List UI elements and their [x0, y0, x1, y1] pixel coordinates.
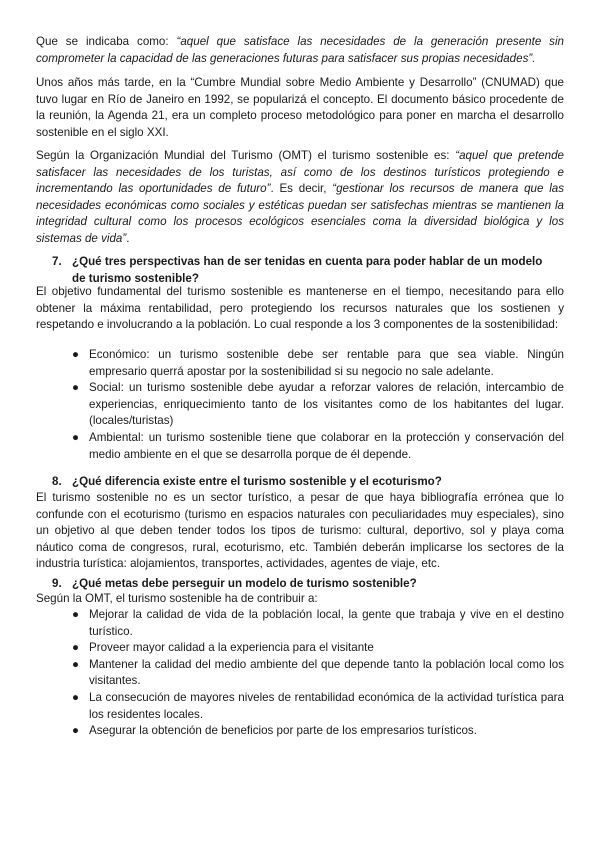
paragraph-definition — [36, 34, 564, 67]
paragraph-omt-definition — [36, 148, 564, 248]
list-item-text: Social: un turismo sostenible debe ayudar a reforzar valores de relación, intercambio de experiencias, enriquecimiento tanto de los visitantes como de los habitantes del lugar. (locales/turistas) — [89, 381, 564, 428]
section-8-number: 8. — [52, 475, 62, 488]
section-9-body: Según la OMT, el turismo sostenible ha de contribuir a: — [36, 592, 318, 605]
section-7-body: El objetivo fundamental del turismo sostenible es mantenerse en el tiempo, necesitando para ello obtener la máxima rentabilidad, pero protegiendo los recursos naturales que los sostienen y respetando e involucrando a la población. Lo cual responde a los 3 componentes de la sostenibilidad: — [36, 285, 564, 332]
paragraph-omt-mid: . Es decir, — [270, 182, 333, 196]
paragraph-omt-lead: Según la Organización Mundial del Turismo (OMT) el turismo sostenible es: — [36, 149, 456, 162]
list-item-text: Mantener la calidad del medio ambiente del que depende tanto la población local como los visitantes. — [89, 657, 564, 688]
bullet-icon: ● — [72, 430, 80, 444]
section-7-number: 7. — [52, 255, 62, 268]
paragraph-definition-lead: Que se indicaba como: — [36, 35, 177, 48]
bullet-icon: ● — [72, 608, 80, 621]
section-7-heading — [52, 254, 564, 287]
list-item-text: La consecución de mayores niveles de rentabilidad económica de la actividad turística para los residentes locales. — [89, 690, 564, 721]
list-item — [72, 430, 564, 463]
list-item-text: Asegurar la obtención de beneficios por parte de los empresarios turísticos. — [89, 724, 477, 738]
section-7-bullet-list — [72, 347, 564, 463]
paragraph-cnumad: Unos años más tarde, en la “Cumbre Mundial sobre Medio Ambiente y Desarrollo” (CNUMAD) que tuvo lugar en Río de Janeiro en 1992, se popularizá el concepto. El documento básico procedente de la reunión, la Agenda 21, era un completo proceso metodológico para poner en marcha el desarrollo sostenible en el siglo XXI. — [36, 76, 564, 139]
list-item — [72, 657, 564, 690]
list-item — [72, 690, 564, 723]
list-item-text: Ambiental: un turismo sostenible tiene que colaborar en la protección y conservación del medio ambiente en el que se desarrolla porque de él depende. — [89, 430, 564, 461]
list-item — [72, 723, 564, 740]
bullet-icon: ● — [72, 381, 80, 395]
list-item — [72, 640, 564, 657]
paragraph-definition-quote: “aquel que satisface las necesidades de la generación presente sin comprometer la capacidad de las generaciones futuras para satisfacer sus propias necesidades”. — [36, 35, 564, 65]
section-9-number: 9. — [52, 577, 62, 590]
list-item-text: Económico: un turismo sostenible debe ser rentable para que sea viable. Ningún empresario querrá apostar por la sostenibilidad si su negocio no sale adelante. — [89, 348, 564, 378]
list-item — [72, 347, 564, 380]
section-8-heading-text: ¿Qué diferencia existe entre el turismo sostenible y el ecoturismo? — [72, 475, 442, 488]
list-item — [72, 607, 564, 640]
bullet-icon: ● — [72, 348, 80, 361]
paragraph-omt-quote-1: “aquel que pretende satisfacer las necesidades de los turistas, así como de los destinos turísticos protegiendo e incrementando las oportunidades de futuro” — [36, 149, 564, 196]
list-item — [72, 380, 564, 430]
bullet-icon: ● — [72, 641, 80, 655]
bullet-icon: ● — [72, 657, 80, 671]
section-7-heading-line-1: ¿Qué tres perspectivas han de ser tenidas en cuenta para poder hablar de un modelo — [72, 255, 543, 268]
section-8-heading — [52, 474, 564, 491]
list-item-text: Mejorar la calidad de vida de la población local, la gente que trabaja y vive en el destino turístico. — [89, 608, 564, 638]
paragraph-omt-end: . — [126, 231, 130, 245]
section-9-bullet-list — [72, 607, 564, 740]
section-7-heading-line-2: de turismo sostenible? — [72, 271, 199, 285]
list-item-text: Proveer mayor calidad a la experiencia para el visitante — [89, 641, 374, 655]
bullet-icon: ● — [72, 724, 80, 738]
paragraph-omt-quote-2: “gestionar los recursos de manera que las necesidades económicas como sociales y estéticas puedan ser satisfechas mientras se mantienen la integridad cultural como los procesos ecológicos esenciales coma la diversidad biológica y los sistemas de vida” — [36, 182, 565, 245]
section-9-heading-text: ¿Qué metas debe perseguir un modelo de turismo sostenible? — [72, 577, 417, 590]
bullet-icon: ● — [72, 690, 80, 704]
section-8-body: El turismo sostenible no es un sector turístico, a pesar de que haya bibliografía errónea que lo confunde con el ecoturismo (turismo en espacios naturales con peculiaridades muy especiales), sino un objetivo al que deben tender todos los tipos de turismo: cultural, deportivo, sol y playa coma náutico coma de congresos, rural, ecoturismo, etc. También deberán implicarse los sectores de la industria turística: alojamientos, transportes, actividades, agentes de viaje, etc. — [36, 491, 564, 571]
